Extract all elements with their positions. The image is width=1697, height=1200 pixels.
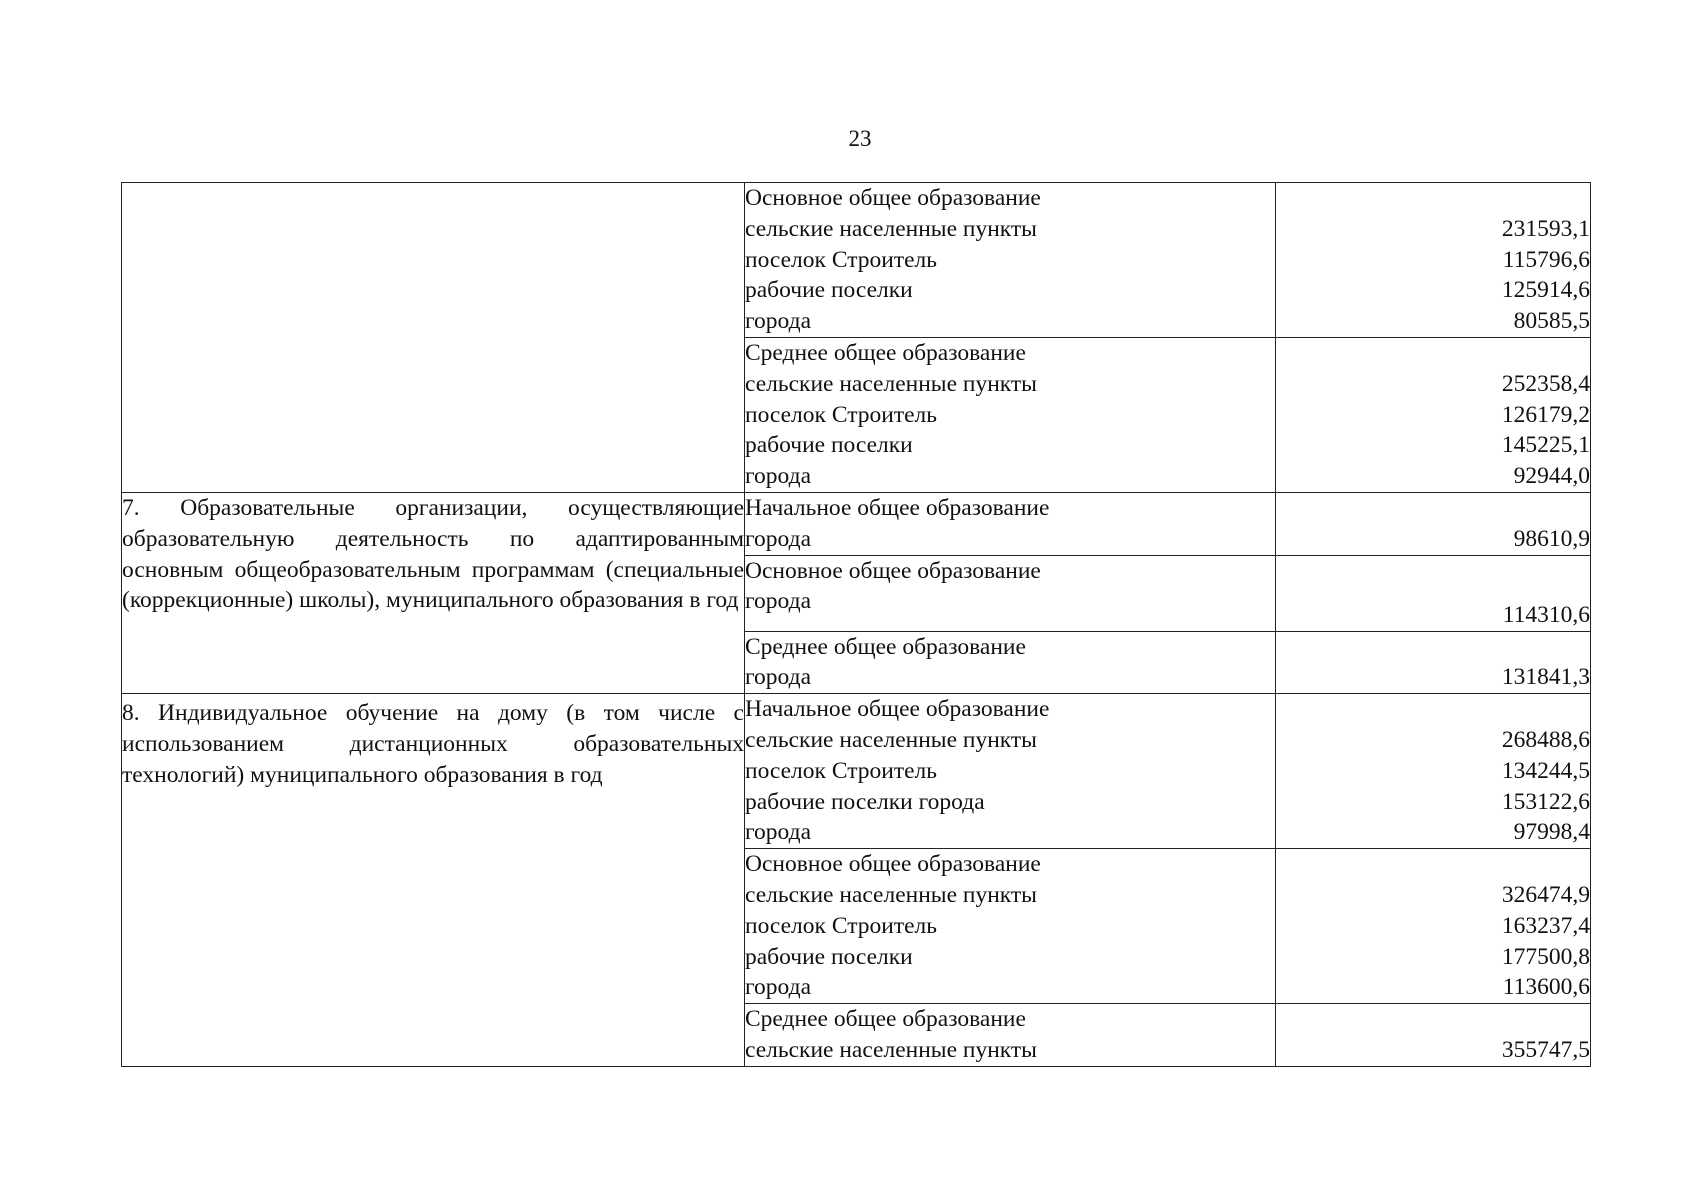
cost-value: 113600,6 (1502, 974, 1590, 1001)
education-level: Основное общее образование (745, 851, 1041, 878)
tariff-table (121, 182, 1591, 1067)
education-level: Среднее общее образование (745, 633, 1026, 660)
education-level-cell (745, 694, 1276, 849)
settlement-type-label: города (745, 819, 812, 846)
cost-value: 125914,6 (1501, 277, 1590, 304)
value-spacer (1276, 694, 1590, 725)
settlement-type-label: поселок Строитель (745, 246, 937, 273)
education-level: Начальное общее образование (745, 494, 1050, 521)
cost-value: 114310,6 (1502, 601, 1590, 628)
cost-value: 115796,6 (1502, 246, 1590, 273)
education-level: Основное общее образование (745, 557, 1041, 584)
value-cell (1276, 183, 1591, 338)
value-cell (1276, 849, 1591, 1004)
settlement-type-label: рабочие поселки (745, 277, 913, 304)
education-level-cell (745, 183, 1276, 338)
education-level-cell (745, 492, 1276, 555)
education-level-cell (745, 849, 1276, 1004)
indicator-name-cell (122, 183, 745, 493)
table-row (122, 694, 1591, 849)
page-number: 23 (848, 126, 872, 151)
cost-value: 163237,4 (1501, 912, 1590, 939)
settlement-type-label: рабочие поселки (745, 432, 913, 459)
settlement-type-label: рабочие поселки (745, 943, 913, 970)
settlement-type-label: города (745, 463, 812, 490)
education-level-cell (745, 1004, 1276, 1067)
value-spacer (1276, 493, 1590, 524)
cost-value: 231593,1 (1501, 215, 1590, 242)
cost-value: 92944,0 (1513, 463, 1590, 490)
settlement-type-label: рабочие поселки города (745, 788, 985, 815)
settlement-type-label: города (745, 308, 812, 335)
settlement-type-label: сельские населенные пункты (745, 881, 1037, 908)
cost-value: 153122,6 (1501, 788, 1590, 815)
indicator-name: 8. Индивидуальное обучение на дому (в том числе с использованием дистанционных образовательных технологий) муниципального образования в год (122, 700, 744, 788)
cost-value: 134244,5 (1501, 757, 1590, 784)
settlement-type-label: сельские населенные пункты (745, 1036, 1037, 1063)
value-cell (1276, 492, 1591, 555)
indicator-name: 7. Образовательные организации, осуществляющие образовательную деятельность по адаптированным основным общеобразовательным программам (специальные (коррекционные) школы), муниципального образования в год (122, 494, 744, 614)
education-level: Среднее общее образование (745, 1006, 1026, 1033)
indicator-name-cell (122, 492, 745, 693)
value-spacer (1276, 1004, 1590, 1035)
cost-value: 355747,5 (1501, 1036, 1590, 1063)
value-cell (1276, 337, 1591, 492)
cost-value: 145225,1 (1501, 432, 1590, 459)
cost-value: 131841,3 (1501, 664, 1590, 691)
cost-value: 177500,8 (1501, 943, 1590, 970)
value-cell (1276, 694, 1591, 849)
education-level-cell (745, 555, 1276, 631)
value-spacer (1276, 183, 1590, 214)
settlement-type-label: сельские населенные пункты (745, 370, 1037, 397)
cost-value: 97998,4 (1513, 819, 1590, 846)
value-cell (1276, 555, 1591, 631)
settlement-type-label: поселок Строитель (745, 401, 937, 428)
table-row (122, 183, 1591, 338)
education-level: Среднее общее образование (745, 339, 1026, 366)
value-cell (1276, 1004, 1591, 1067)
cost-value: 326474,9 (1501, 881, 1590, 908)
education-level-cell (745, 631, 1276, 694)
education-level: Начальное общее образование (745, 696, 1050, 723)
value-spacer (1276, 632, 1590, 663)
value-spacer (1276, 849, 1590, 880)
settlement-type-label: поселок Строитель (745, 757, 937, 784)
settlement-type-label: города (745, 525, 812, 552)
cost-value: 98610,9 (1513, 525, 1590, 552)
value-cell (1276, 631, 1591, 694)
settlement-type-label: сельские населенные пункты (745, 215, 1037, 242)
settlement-type-label: поселок Строитель (745, 912, 937, 939)
value-spacer (1276, 569, 1590, 600)
cost-value: 252358,4 (1501, 370, 1590, 397)
indicator-name-cell (122, 694, 745, 1067)
cost-value: 126179,2 (1501, 401, 1590, 428)
education-level: Основное общее образование (745, 185, 1041, 211)
settlement-type-label: города (745, 588, 812, 615)
table-row (122, 492, 1591, 555)
education-level-cell (745, 337, 1276, 492)
settlement-type-label: сельские населенные пункты (745, 726, 1037, 753)
cost-value: 80585,5 (1513, 308, 1590, 335)
settlement-type-label: города (745, 664, 812, 691)
settlement-type-label: города (745, 974, 812, 1001)
cost-value: 268488,6 (1501, 726, 1590, 753)
value-spacer (1276, 338, 1590, 369)
